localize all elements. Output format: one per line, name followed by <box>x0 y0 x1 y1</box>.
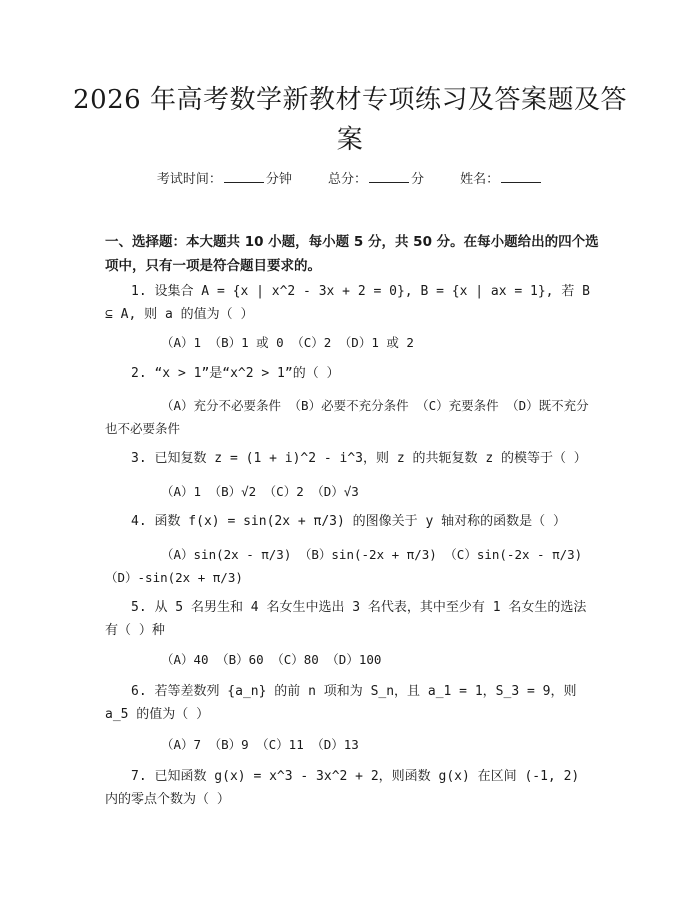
question-1-stem: 1. 设集合 A = {x | x^2 - 3x + 2 = 0}, B = {x | ax = 1}, 若 B ⊆ A, 则 a 的值为（ ） <box>105 284 590 322</box>
total-score-label: 总分： <box>327 172 367 187</box>
student-name-label: 姓名： <box>460 172 500 187</box>
question-2-stem: 2. “x > 1”是“x^2 > 1”的（ ） <box>131 366 340 381</box>
question-7-stem: 7. 已知函数 g(x) = x^3 - 3x^2 + 2，则函数 g(x) 在区间 (-1, 2) 内的零点个数为（ ） <box>105 769 580 807</box>
question-3-stem: 3. 已知复数 z = (1 + i)^2 - i^3，则 z 的共轭复数 z 的模等于（ ） <box>131 451 587 466</box>
question-4-options: （A）sin(2x - π/3) （B）sin(-2x + π/3) （C）sin(-2x - π/3) （D）-sin(2x + π/3) <box>105 547 583 585</box>
total-score-blank[interactable] <box>369 170 409 183</box>
section-heading: 一、选择题：本大题共 10 小题，每小题 5 分，共 50 分。在每小题给出的四个选项中，只有一项是符合题目要求的。 <box>105 234 599 274</box>
exam-time-label: 考试时间： <box>156 172 222 187</box>
question-4-stem: 4. 函数 f(x) = sin(2x + π/3) 的图像关于 y 轴对称的函数是（ ） <box>131 514 566 529</box>
question-6-stem: 6. 若等差数列 {a_n} 的前 n 项和为 S_n，且 a_1 = 1，S_3 = 9，则 a_5 的值为（ ） <box>105 684 577 722</box>
question-6-options: （A）7 （B）9 （C）11 （D）13 <box>161 737 359 752</box>
total-score-unit: 分 <box>411 172 425 187</box>
exam-time-blank[interactable] <box>224 170 264 183</box>
total-score-field <box>328 172 428 187</box>
exam-time-unit: 分钟 <box>265 172 292 187</box>
question-2-options: （A）充分不必要条件 （B）必要不充分条件 （C）充要条件 （D）既不充分也不必要条件 <box>105 398 589 436</box>
page-title: 2026 年高考数学新教材专项练习及答案题及答案 <box>73 85 627 155</box>
question-1-options: （A）1 （B）1 或 0 （C）2 （D）1 或 2 <box>161 335 414 350</box>
exam-meta-line <box>0 170 700 189</box>
question-5-options: （A）40 （B）60 （C）80 （D）100 <box>161 652 382 667</box>
question-5-stem: 5. 从 5 名男生和 4 名女生中选出 3 名代表，其中至少有 1 名女生的选法有（ ）种 <box>105 600 587 638</box>
exam-time-field <box>157 172 296 187</box>
student-name-field <box>460 172 543 187</box>
student-name-blank[interactable] <box>501 170 541 183</box>
question-3-options: （A）1 （B）√2 （C）2 （D）√3 <box>161 484 359 499</box>
